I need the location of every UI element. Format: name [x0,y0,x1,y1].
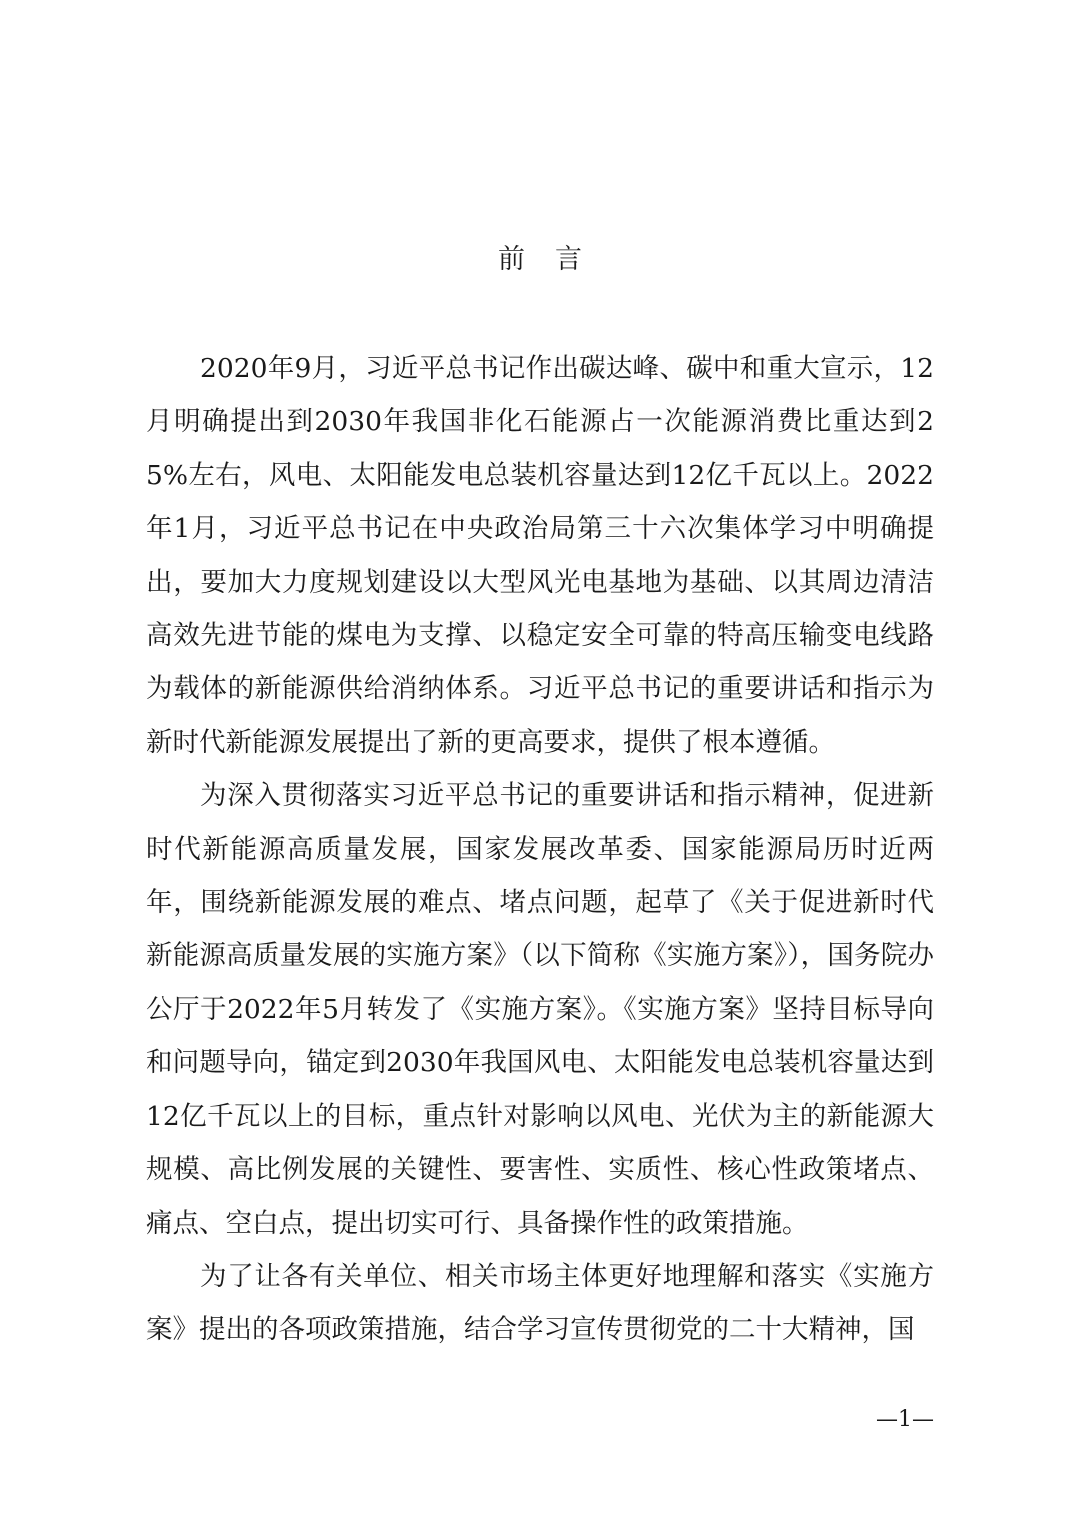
page-number: —1— [876,1407,934,1432]
paragraph-1: 2020年9月，习近平总书记作出碳达峰、碳中和重大宣示，12月明确提出到2030年我国非化石能源占一次能源消费比重达到25%左右，风电、太阳能发电总装机容量达到12亿千瓦以上。2022年1月，习近平总书记在中央政治局第三十六次集体学习中明确提出，要加大力度规划建设以大型风光电基地为基础、以其周边清洁高效先进节能的煤电为支撑、以稳定安全可靠的特高压输变电线路为载体的新能源供给消纳体系。习近平总书记的重要讲话和指示为新时代新能源发展提出了新的更高要求，提供了根本遵循。 [146,353,934,758]
paragraph-3: 为了让各有关单位、相关市场主体更好地理解和落实《实施方案》提出的各项政策措施，结合学习宣传贯彻党的二十大精神，国 [146,1260,934,1346]
document-body [146,342,934,1357]
paragraph-2: 为深入贯彻落实习近平总书记的重要讲话和指示精神，促进新时代新能源高质量发展，国家发展改革委、国家能源局历时近两年，围绕新能源发展的难点、堵点问题，起草了《关于促进新时代新能源高质量发展的实施方案》（以下简称《实施方案》），国务院办公厅于2022年5月转发了《实施方案》。《实施方案》坚持目标导向和问题导向，锚定到2030年我国风电、太阳能发电总装机容量达到12亿千瓦以上的目标，重点针对影响以风电、光伏为主的新能源大规模、高比例发展的关键性、要害性、实质性、核心性政策堵点、痛点、空白点，提出切实可行、具备操作性的政策措施。 [146,780,934,1239]
page-title: 前言 [498,244,612,275]
